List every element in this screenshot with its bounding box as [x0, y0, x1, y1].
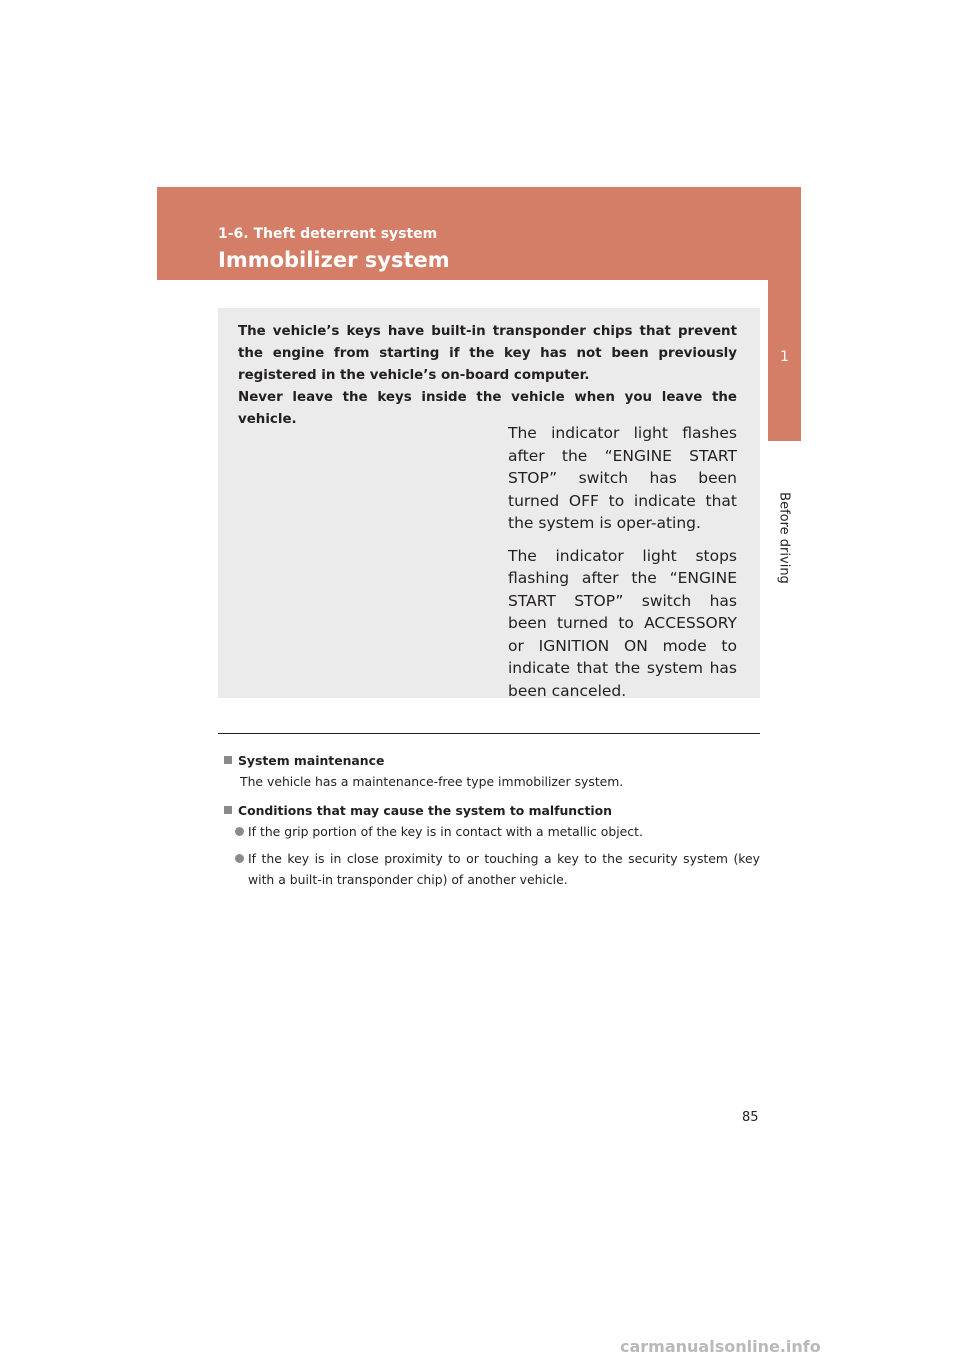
round-bullet-icon: [235, 827, 244, 836]
square-bullet-icon: [224, 756, 232, 764]
square-bullet-icon: [224, 806, 232, 814]
indicator-description: [508, 422, 737, 712]
list-item: [224, 848, 760, 890]
note-title-text: Conditions that may cause the system to malfunction: [238, 803, 612, 818]
chapter-tab: [768, 187, 801, 441]
intro-text: [238, 321, 737, 431]
intro-warning: Never leave the keys inside the vehicle when you leave the vehicle.: [238, 390, 737, 427]
note-title-maintenance: [224, 750, 760, 771]
page-number: 85: [742, 1110, 759, 1125]
list-item: [224, 821, 760, 842]
list-item-text: If the grip portion of the key is in contact with a metallic object.: [248, 824, 643, 839]
list-item-text: If the key is in close proximity to or touching a key to the security system (key with a built-in transponder chip) of another vehicle.: [248, 851, 760, 887]
chapter-label: Before driving: [776, 492, 792, 584]
notes-section: [224, 750, 760, 896]
round-bullet-icon: [235, 854, 244, 863]
section-divider: [218, 733, 760, 734]
page-title: Immobilizer system: [218, 248, 450, 272]
chapter-header-band: [157, 187, 801, 280]
note-title-malfunction: [224, 800, 760, 821]
intro-paragraph: The vehicle’s keys have built-in transponder chips that prevent the engine from starting if the key has not been previously registered in the vehicle’s on-board computer.: [238, 324, 737, 383]
intro-info-box: [218, 308, 760, 698]
indicator-flashing-text: The indicator light flashes after the “ENGINE START STOP” switch has been turned OFF to indicate that the system is oper-ating.: [508, 424, 737, 532]
section-label: 1-6. Theft deterrent system: [218, 226, 438, 242]
note-title-text: System maintenance: [238, 753, 385, 768]
chapter-number: 1: [780, 349, 789, 365]
note-body-maintenance: The vehicle has a maintenance-free type immobilizer system.: [240, 774, 624, 789]
indicator-stops-text: The indicator light stops flashing after the “ENGINE START STOP” switch has been turned to ACCESSORY or IGNITION ON mode to indicate that the system has been canceled.: [508, 546, 737, 700]
watermark: carmanualsonline.info: [620, 1337, 821, 1356]
